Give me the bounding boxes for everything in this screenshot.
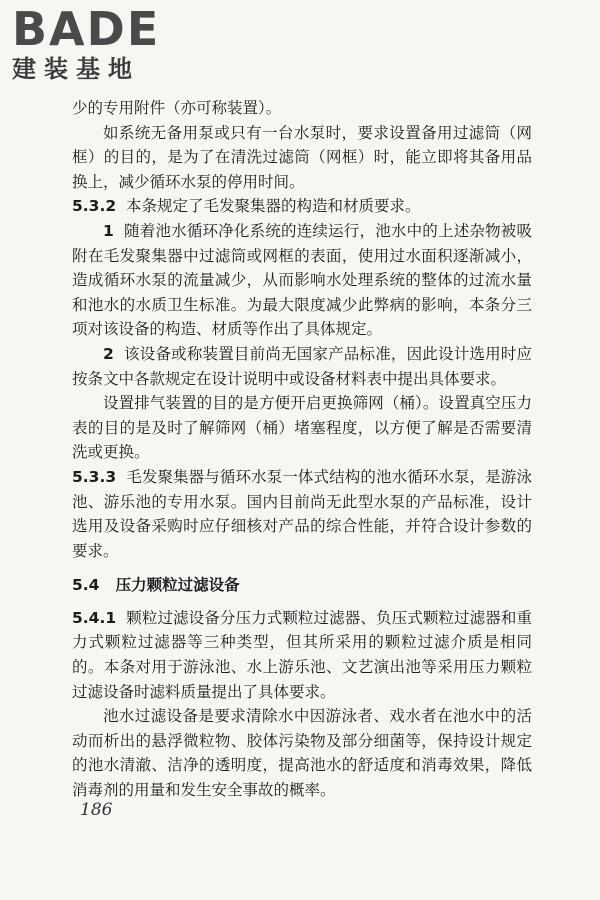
clause-number: 5.3.3 <box>72 467 117 486</box>
item-number: 2 <box>103 344 114 363</box>
item-number: 1 <box>103 221 114 240</box>
item-paragraph: 2 该设备或称装置目前尚无国家产品标准，因此设计选用时应按条文中各款规定在设计说明中或设备材料表中提出具体要求。 <box>72 344 532 388</box>
clause-number: 5.3.2 <box>72 197 117 216</box>
item-paragraph: 1 随着池水循环净化系统的连续运行，池水中的上述杂物被吸附在毛发聚集器中过滤筒或网框的表面，使用过水面积逐渐减小，造成循环水泵的流量减少，从而影响水处理系统的整体的过流水量和池水的水质卫生标准。为最大限度减少此弊病的影响，本条分三项对该设备的构造、材质等作出了具体规定。 <box>72 221 532 339</box>
logo-subtitle: 建装基地 <box>12 55 140 83</box>
section-title: 压力颗粒过滤设备 <box>115 576 240 595</box>
clause-paragraph: 5.4.1 颗粒过滤设备分压力式颗粒过滤器、负压式颗粒过滤器和重力式颗粒过滤器等三种类型，但其所采用的颗粒过滤介质是相同的。本条对用于游泳池、水上游乐池、文艺演出池等采用压力颗粒过滤设备时滤料质量提出了具体要求。 <box>72 608 532 701</box>
publisher-logo <box>12 2 182 86</box>
page-number: 186 <box>80 800 113 820</box>
section-number: 5.4 <box>72 576 100 595</box>
clause-paragraph: 5.3.2 本条规定了毛发聚集器的构造和材质要求。 <box>72 197 421 216</box>
page-body <box>72 96 532 803</box>
section-heading <box>72 573 532 598</box>
paragraph: 设置排气装置的目的是方便开启更换筛网（桶）。设置真空压力表的目的是及时了解筛网（桶）堵塞程度，以方便了解是否需要清洗或更换。 <box>72 394 532 462</box>
logo-brand: BADE <box>12 2 161 56</box>
paragraph: 如系统无备用泵或只有一台水泵时，要求设置备用过滤筒（网框）的目的，是为了在清洗过滤筒（网框）时，能立即将其备用品换上，减少循环水泵的停用时间。 <box>72 123 532 191</box>
clause-paragraph: 5.3.3 毛发聚集器与循环水泵一体式结构的池水循环水泵，是游泳池、游乐池的专用水泵。国内目前尚无此型水泵的产品标准，设计选用及设备采购时应仔细核对产品的综合性能，并符合设计参数的要求。 <box>72 467 532 560</box>
clause-number: 5.4.1 <box>72 608 117 627</box>
paragraph: 少的专用附件（亦可称装置）。 <box>72 99 282 117</box>
paragraph: 池水过滤设备是要求清除水中因游泳者、戏水者在池水中的活动而析出的悬浮微粒物、胶体污染物及部分细菌等，保持设计规定的池水清澈、洁净的透明度，提高池水的舒适度和消毒效果，降低消毒剂的用量和发生安全事故的概率。 <box>72 707 532 800</box>
